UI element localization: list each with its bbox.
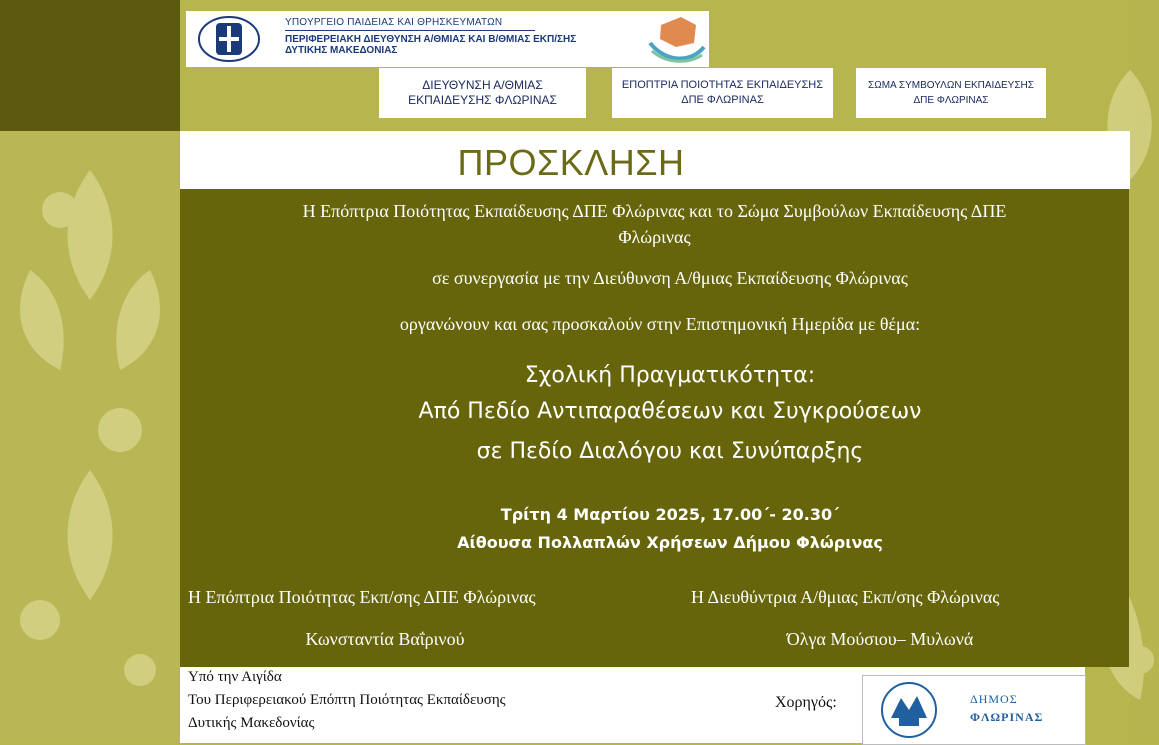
region-map-icon (646, 13, 706, 65)
page-title: ΠΡΟΣΚΛΗΣΗ (457, 142, 685, 183)
signatory-left-name: Κωνσταντία Βαΐρινού (305, 629, 465, 649)
greek-coat-of-arms-icon (198, 15, 260, 63)
signatory-right-title: Η Διευθύντρια Α/θμιας Εκπ/σης Φλώρινας (691, 587, 1000, 607)
org2-line2: ΔΠΕ ΦΛΩΡΙΝΑΣ (681, 94, 764, 106)
aegis-line1: Υπό την Αιγίδα (188, 669, 282, 685)
divider (285, 30, 535, 31)
sponsor-label: Χορηγός: (775, 694, 837, 711)
aegis-line2: Του Περιφερειακού Επόπτη Ποιότητας Εκπαίδευσης (188, 692, 506, 708)
org-box-supervisor (612, 68, 833, 118)
topic-line3: σε Πεδίο Διαλόγου και Συνύπαρξης (476, 439, 864, 464)
signatory-right-name: Όλγα Μούσιου– Μυλωνά (786, 629, 974, 649)
event-date: Τρίτη 4 Μαρτίου 2025, 17.00΄- 20.30΄ (500, 505, 840, 524)
leaf-ornament-left (0, 150, 180, 740)
signatory-left-title: Η Επόπτρια Ποιότητας Εκπ/σης ΔΠΕ Φλώρινας (188, 587, 536, 607)
event-place: Αίθουσα Πολλαπλών Χρήσεων Δήμου Φλώρινας (457, 533, 883, 552)
org3-line1: ΣΩΜΑ ΣΥΜΒΟΥΛΩΝ ΕΚΠΑΙΔΕΥΣΗΣ (868, 80, 1034, 91)
aegis-line3: Δυτικής Μακεδονίας (188, 715, 315, 731)
ministry-name: ΥΠΟΥΡΓΕΙΟ ΠΑΙΔΕΙΑΣ ΚΑΙ ΘΡΗΣΚΕΥΜΑΤΩΝ (285, 17, 503, 28)
org-box-directorate (379, 68, 586, 118)
regional-directorate: ΠΕΡΙΦΕΡΕΙΑΚΗ ΔΙΕΥΘΥΝΣΗ Α/ΘΜΙΑΣ ΚΑΙ Β/ΘΜΙΑΣ ΕΚΠ/ΣΗΣ (285, 34, 577, 45)
sponsor-name-line2: ΦΛΩΡΙΝΑΣ (970, 710, 1044, 724)
intro-line2: Φλώρινας (618, 227, 691, 247)
org1-line2: ΕΚΠΑΙΔΕΥΣΗΣ ΦΛΩΡΙΝΑΣ (408, 93, 557, 107)
org-box-advisors (856, 68, 1046, 118)
sponsor-name-line1: ΔΗΜΟΣ (970, 692, 1018, 706)
org1-line1: ΔΙΕΥΘΥΝΣΗ Α/ΘΜΙΑΣ (422, 78, 543, 92)
corner-dark-block (0, 0, 180, 131)
intro-line1: Η Επόπτρια Ποιότητας Εκπαίδευσης ΔΠΕ Φλώρινας και το Σώμα Συμβούλων Εκπαίδευσης ΔΠΕ (302, 201, 1007, 221)
topic-line1: Σχολική Πραγματικότητα: (524, 363, 816, 388)
region-name: ΔΥΤΙΚΗΣ ΜΑΚΕΔΟΝΙΑΣ (285, 45, 398, 56)
org3-line2: ΔΠΕ ΦΛΩΡΙΝΑΣ (913, 95, 989, 106)
topic-line2: Από Πεδίο Αντιπαραθέσεων και Συγκρούσεων (418, 399, 922, 424)
intro-paragraph (180, 198, 1129, 250)
municipality-emblem-icon (869, 680, 949, 740)
org2-line1: ΕΠΟΠΤΡΙΑ ΠΟΙΟΤΗΤΑΣ ΕΚΠΑΙΔΕΥΣΗΣ (621, 79, 824, 91)
collaboration-text: σε συνεργασία με την Διεύθυνση Α/θμιας Εκπαίδευσης Φλώρινας (432, 268, 908, 288)
invitation-text: οργανώνουν και σας προσκαλούν στην Επιστημονική Ημερίδα με θέμα: (399, 314, 921, 334)
